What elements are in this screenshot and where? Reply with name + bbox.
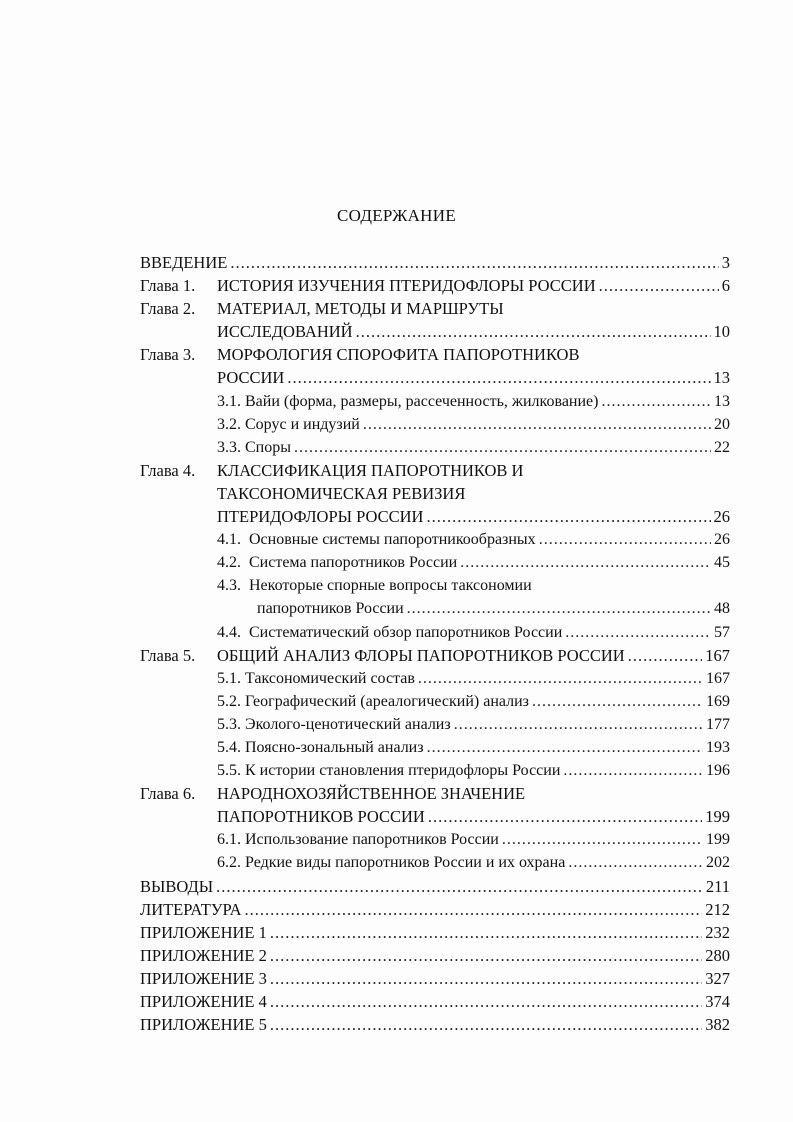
toc-entry-line: [217, 343, 730, 366]
toc-entry-title: ПТЕРИДОФЛОРЫ РОССИИ: [217, 507, 424, 527]
toc-entry-line: [217, 667, 730, 690]
toc-chapter-label: Глава 6.: [140, 784, 196, 804]
toc-entry-line: [217, 413, 730, 436]
toc-entry-line: [217, 759, 730, 782]
toc-entry-line: [217, 366, 730, 389]
toc-chapter-label: Глава 5.: [140, 645, 196, 665]
toc-entry-title: ВВЕДЕНИЕ: [140, 253, 228, 272]
toc-page-number: 202: [706, 854, 730, 872]
toc-page-number: 167: [706, 669, 730, 687]
toc-entry-title: 4.2. Система папоротников России: [217, 554, 458, 572]
toc-page-number: 57: [714, 623, 730, 641]
dot-leader: [427, 736, 703, 759]
toc-entry-line: [217, 459, 730, 482]
dot-leader: [426, 505, 710, 528]
toc-page-number: 199: [705, 807, 730, 827]
toc-entry: [140, 274, 730, 297]
toc-entry-line: [217, 713, 730, 736]
toc-entry-line: [140, 1013, 730, 1036]
toc-entry-line: [217, 736, 730, 759]
toc-page-number: 280: [705, 945, 730, 965]
toc-entry-title: ПРИЛОЖЕНИЕ 1: [140, 922, 267, 942]
toc-entry-line: [217, 320, 730, 343]
dot-leader: [563, 759, 703, 782]
toc-chapter-label: Глава 4.: [140, 460, 196, 480]
toc-entry: [140, 990, 730, 1013]
toc-entry: [140, 875, 730, 898]
toc-entry-line: [217, 297, 730, 320]
toc-page-number: 169: [706, 692, 730, 710]
toc-page-number: 193: [706, 738, 730, 756]
toc-entry-line: [140, 898, 730, 921]
toc-entry-line: [217, 621, 730, 644]
toc-entry: [140, 667, 730, 690]
toc-entry-title: ПРИЛОЖЕНИЕ 4: [140, 992, 267, 1011]
toc-entry-line: [217, 644, 730, 667]
toc-entry: [140, 574, 730, 597]
toc-page-number: 20: [714, 415, 730, 433]
toc-entry: [140, 898, 730, 921]
dot-leader: [532, 690, 703, 713]
toc-entry: [140, 921, 730, 944]
toc-entry-line: [217, 574, 730, 597]
toc-entry: [140, 597, 730, 620]
dot-leader: [294, 436, 711, 459]
toc-entry: [140, 644, 730, 667]
toc-entry-title: ПАПОРОТНИКОВ РОССИИ: [217, 807, 425, 827]
toc-entry: [140, 944, 730, 967]
toc-page-number: 26: [714, 531, 730, 549]
dot-leader: [287, 366, 710, 389]
toc-entry-line: [217, 390, 730, 413]
toc-entry-title: ПРИЛОЖЕНИЕ 3: [140, 968, 267, 988]
dot-leader: [216, 875, 703, 898]
toc-entry-line: [217, 436, 730, 459]
toc-entry: [140, 343, 730, 366]
toc-page-number: 10: [713, 322, 730, 342]
dot-leader: [270, 1013, 702, 1036]
toc-entry-title: 5.2. Географический (ареалогический) анализ: [217, 692, 529, 710]
toc-entry-line: [217, 551, 730, 574]
dot-leader: [356, 320, 711, 343]
toc-entry-title: папоротников России: [257, 600, 404, 618]
dot-leader: [601, 390, 711, 413]
toc-entry: [140, 297, 730, 320]
toc-entry-title: 3.1. Вайи (форма, размеры, рассеченность, жилкование): [217, 392, 599, 410]
dot-leader: [407, 597, 711, 620]
toc-page-number: 212: [705, 899, 730, 919]
toc-entry-title: КЛАССИФИКАЦИЯ ПАПОРОТНИКОВ И: [217, 460, 524, 480]
dot-leader: [565, 621, 711, 644]
toc-entry: [140, 621, 730, 644]
toc-page-number: 382: [705, 1015, 730, 1035]
dot-leader: [270, 967, 702, 990]
toc-entry: [140, 713, 730, 736]
toc-entry-title: 5.5. К истории становления птеридофлоры России: [217, 762, 561, 780]
toc-entry-line: [140, 875, 730, 898]
toc-entry: [140, 759, 730, 782]
dot-leader: [568, 851, 703, 874]
dot-leader: [245, 898, 703, 921]
toc-entry: [140, 528, 730, 551]
toc-entry-line: [140, 967, 730, 990]
toc-entry-title: ВЫВОДЫ: [140, 876, 214, 896]
toc-entry-title: ИСТОРИЯ ИЗУЧЕНИЯ ПТЕРИДОФЛОРЫ РОССИИ: [217, 276, 596, 296]
toc-page-number: 48: [714, 600, 730, 618]
toc-entry-line: [217, 782, 730, 805]
toc-entry-line: [140, 990, 730, 1013]
toc-page-number: 199: [706, 831, 730, 849]
dot-leader: [418, 667, 703, 690]
toc-entry: [140, 320, 730, 343]
toc-chapter-label: Глава 3.: [140, 345, 196, 365]
toc-entry-line: [257, 597, 730, 620]
toc-page-number: 26: [713, 507, 730, 527]
toc-page-number: 13: [713, 368, 730, 388]
toc-entry-title: ИССЛЕДОВАНИЙ: [217, 322, 353, 342]
dot-leader: [428, 805, 702, 828]
toc-entry: [140, 851, 730, 874]
toc-entry-title: НАРОДНОХОЗЯЙСТВЕННОЕ ЗНАЧЕНИЕ: [217, 784, 526, 804]
toc-entry-title: МАТЕРИАЛ, МЕТОДЫ И МАРШРУТЫ: [217, 299, 504, 319]
toc-entry: [140, 413, 730, 436]
toc-entry-line: [217, 274, 730, 297]
toc-entry: [140, 736, 730, 759]
toc-entry-title: 5.3. Эколого-ценотический анализ: [217, 715, 451, 733]
toc-page-number: 211: [705, 876, 730, 896]
toc-entry-line: [217, 528, 730, 551]
toc-page-number: 232: [705, 922, 730, 942]
toc-chapter-label: Глава 1.: [140, 276, 196, 296]
toc-entry: [140, 828, 730, 851]
toc-page-number: 45: [714, 554, 730, 572]
page-title: СОДЕРЖАНИЕ: [336, 206, 457, 225]
dot-leader: [539, 528, 711, 551]
toc-entry-title: 5.4. Поясно-зональный анализ: [217, 738, 424, 756]
toc-entry: [140, 690, 730, 713]
toc-chapter-label: Глава 2.: [140, 299, 196, 319]
toc-entry: [140, 390, 730, 413]
dot-leader: [460, 551, 711, 574]
toc-page-number: 196: [706, 762, 730, 780]
toc-entry: [140, 251, 730, 274]
toc-entry: [140, 436, 730, 459]
toc-entry-title: МОРФОЛОГИЯ СПОРОФИТА ПАПОРОТНИКОВ: [217, 345, 580, 365]
toc-entry-line: [217, 505, 730, 528]
toc-entry-line: [140, 921, 730, 944]
toc-page-number: 167: [705, 645, 730, 665]
dot-leader: [230, 251, 718, 274]
toc-page-number: 327: [705, 968, 730, 988]
dot-leader: [270, 921, 702, 944]
toc-page-number: 6: [721, 276, 730, 296]
toc-entry-title: ПРИЛОЖЕНИЕ 5: [140, 1015, 267, 1035]
dot-leader: [628, 644, 703, 667]
toc-entry-line: [140, 251, 730, 274]
toc-entry-title: ТАКСОНОМИЧЕСКАЯ РЕВИЗИЯ: [217, 483, 466, 503]
toc-entry-title: 6.1. Использование папоротников России: [217, 831, 499, 849]
toc-entry-line: [140, 944, 730, 967]
toc-page-number: 3: [721, 253, 730, 272]
toc-entry-line: [217, 851, 730, 874]
toc-page-number: 13: [714, 392, 730, 410]
toc-entry: [140, 482, 730, 505]
toc-page-number: 22: [714, 438, 730, 456]
toc-entry-title: 5.1. Таксономический состав: [217, 669, 415, 687]
toc-entry: [140, 1013, 730, 1036]
toc-page-number: 374: [705, 992, 730, 1011]
toc-entry: [140, 459, 730, 482]
toc-page-number: 177: [706, 715, 730, 733]
table-of-contents: [140, 251, 730, 1036]
toc-entry: [140, 505, 730, 528]
toc-entry-title: ОБЩИЙ АНАЛИЗ ФЛОРЫ ПАПОРОТНИКОВ РОССИИ: [217, 645, 625, 665]
toc-entry-title: 3.2. Сорус и индузий: [217, 415, 360, 433]
toc-entry-title: 4.3. Некоторые спорные вопросы таксономии: [217, 577, 532, 595]
toc-entry-line: [217, 482, 730, 505]
dot-leader: [270, 990, 702, 1013]
toc-entry-title: 6.2. Редкие виды папоротников России и их охрана: [217, 854, 566, 872]
toc-entry: [140, 967, 730, 990]
toc-entry-title: ЛИТЕРАТУРА: [140, 899, 242, 919]
toc-entry-line: [217, 828, 730, 851]
toc-entry-title: 4.1. Основные системы папоротникообразных: [217, 531, 536, 549]
toc-entry-title: ПРИЛОЖЕНИЕ 2: [140, 945, 267, 965]
dot-leader: [599, 274, 719, 297]
toc-entry: [140, 366, 730, 389]
dot-leader: [363, 413, 711, 436]
toc-entry-title: РОССИИ: [217, 368, 285, 388]
dot-leader: [270, 944, 702, 967]
toc-entry-title: 4.4. Систематический обзор папоротников России: [217, 623, 563, 641]
toc-entry-title: 3.3. Споры: [217, 438, 291, 456]
toc-entry-line: [217, 690, 730, 713]
toc-entry: [140, 782, 730, 805]
dot-leader: [454, 713, 703, 736]
dot-leader: [502, 828, 703, 851]
toc-entry-line: [217, 805, 730, 828]
toc-entry: [140, 551, 730, 574]
toc-entry: [140, 805, 730, 828]
